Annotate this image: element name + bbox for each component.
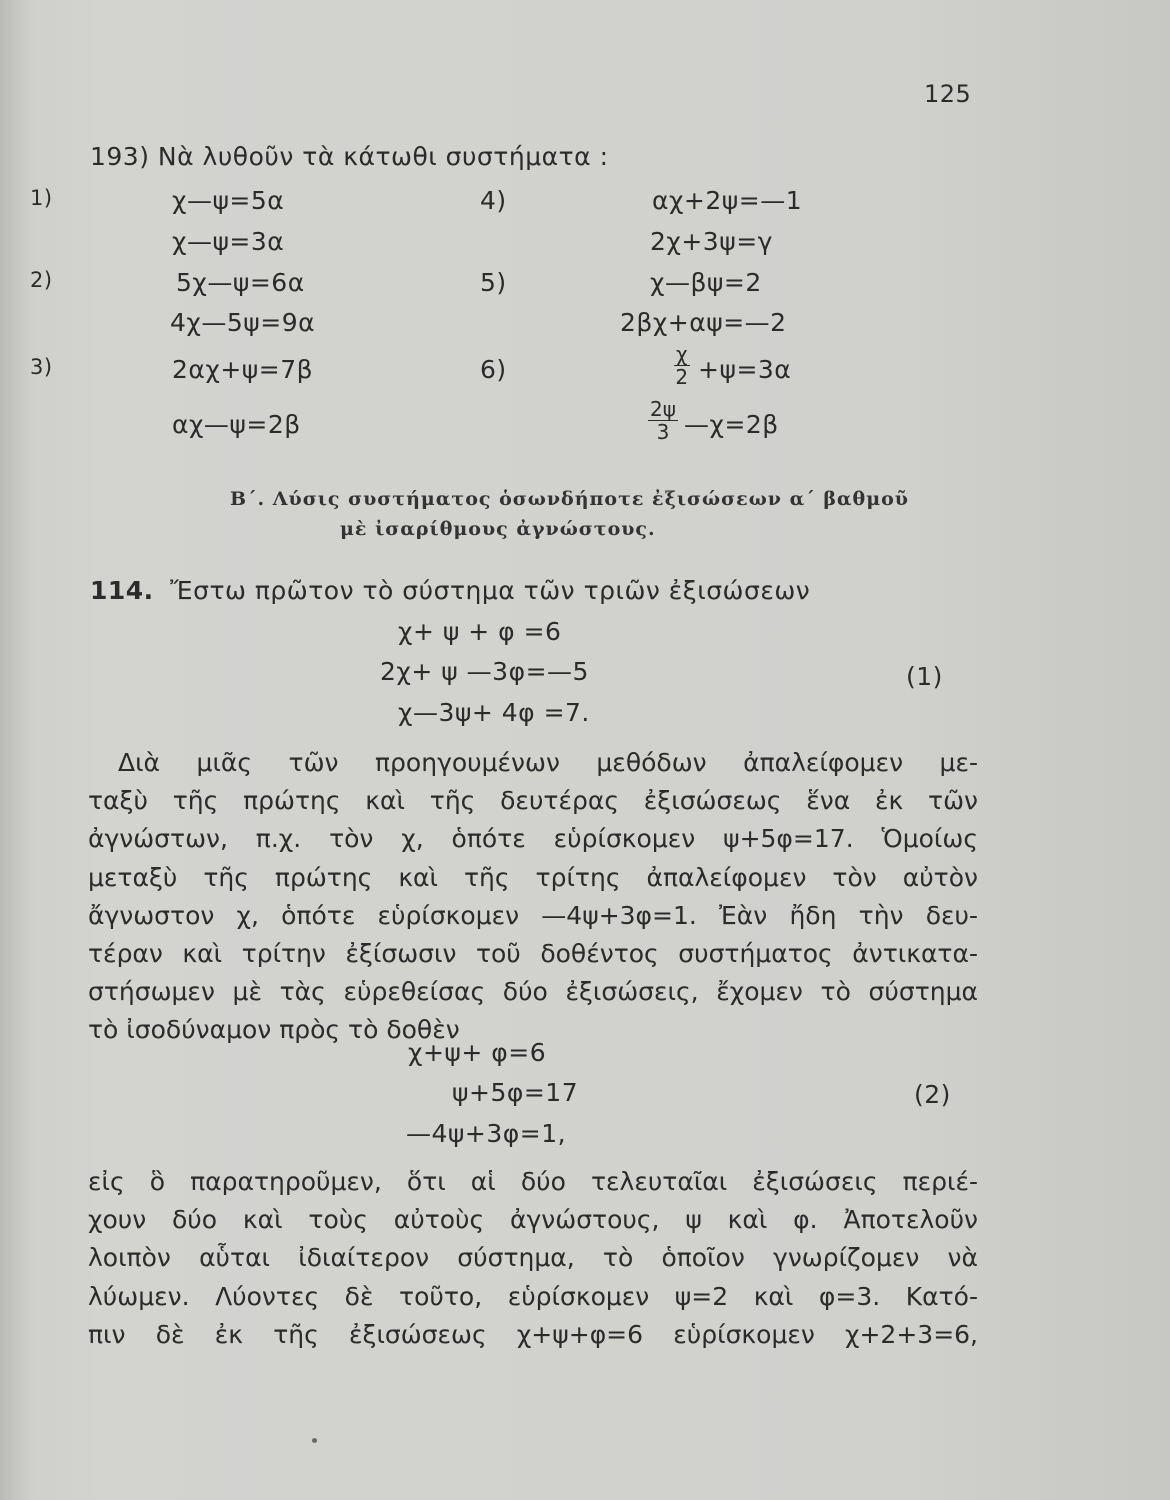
system-1-label: 1) xyxy=(30,186,53,210)
article-intro: Ἔστω πρῶτον τὸ σύστημα τῶν τριῶν ἐξισώσεων xyxy=(170,576,811,605)
fraction-numerator: 2ψ xyxy=(650,397,676,421)
text-line: λύωμεν. Λύοντες δὲ τοῦτο, εὑρίσκομεν ψ=2 καὶ φ=3. Κατό- xyxy=(88,1281,978,1311)
text-line: ἀγνώστων, π.χ. τὸν χ, ὁπότε εὑρίσκομεν ψ+5φ=17. Ὁμοίως xyxy=(88,824,978,854)
system-5-eq1: χ—βψ=2 xyxy=(650,268,762,297)
system1-eq2: 2χ+ ψ —3φ=—5 xyxy=(380,657,589,686)
paragraph-1 xyxy=(88,744,978,1050)
system-2-eq1: 5χ—ψ=6α xyxy=(176,268,305,297)
system1-eq3: χ—3ψ+ 4φ =7. xyxy=(398,698,590,727)
system-4-eq1: αχ+2ψ=—1 xyxy=(652,186,803,215)
text-line: ἄγνωστον χ, ὁπότε εὑρίσκομεν —4ψ+3φ=1. Ἐὰν ἤδη τὴν δευ- xyxy=(88,900,978,930)
system-6-eq1-fraction xyxy=(674,343,690,388)
text-line: στήσωμεν μὲ τὰς εὑρεθείσας δύο ἐξισώσεις, ἔχομεν τὸ σύστημα xyxy=(88,977,978,1007)
system-5-label: 5) xyxy=(480,268,507,297)
text-line: τέραν καὶ τρίτην ἐξίσωσιν τοῦ δοθέντος συστήματος ἀντικατα- xyxy=(88,939,978,969)
system1-eq1: χ+ ψ + φ =6 xyxy=(398,617,562,646)
system-3-label: 3) xyxy=(30,355,53,379)
text-line: τὸ ἰσοδύναμον πρὸς τὸ δοθὲν xyxy=(88,1015,460,1045)
system-2-label: 2) xyxy=(30,268,53,292)
system-1-eq1: χ—ψ=5α xyxy=(172,186,285,215)
system2-eq2: ψ+5φ=17 xyxy=(452,1078,579,1107)
text-line: πιν δὲ ἐκ τῆς ἐξισώσεως χ+ψ+φ=6 εὑρίσκομεν χ+2+3=6, xyxy=(88,1319,978,1349)
text-line: λοιπὸν αὗται ἰδιαίτερον σύστημα, τὸ ὁποῖον γνωρίζομεν νὰ xyxy=(88,1243,978,1273)
system-6-eq1-rest: +ψ=3α xyxy=(698,355,792,384)
system-3-eq1: 2αχ+ψ=7β xyxy=(172,355,314,384)
fraction-numerator: χ xyxy=(676,342,688,366)
text-line: μεταξὺ τῆς πρώτης καὶ τῆς τρίτης ἀπαλείφομεν τὸν αὐτὸν xyxy=(88,862,978,892)
page-number: 125 xyxy=(924,80,972,108)
system-2-eq2: 4χ—5ψ=9α xyxy=(170,308,316,337)
system-5-eq2: 2βχ+αψ=—2 xyxy=(620,308,787,337)
section-heading-line2: μὲ ἰσαρίθμους ἀγνώστους. xyxy=(340,518,656,540)
system-4-eq2: 2χ+3ψ=γ xyxy=(650,227,773,256)
fraction-denominator: 3 xyxy=(656,420,670,444)
text-line: χουν δύο καὶ τοὺς αὐτοὺς ἀγνώστους, ψ καὶ φ. Ἀποτελοῦν xyxy=(88,1205,978,1235)
system-1-eq2: χ—ψ=3α xyxy=(172,227,285,256)
exercise-intro: 193) Νὰ λυθοῦν τὰ κάτωθι συστήματα : xyxy=(90,142,609,171)
system-6-label: 6) xyxy=(480,355,507,384)
text-line: Διὰ μιᾶς τῶν προηγουμένων μεθόδων ἀπαλείφομεν με- xyxy=(118,748,978,777)
print-speck xyxy=(312,1438,317,1443)
system2-eq1: χ+ψ+ φ=6 xyxy=(408,1038,547,1067)
text-line: εἰς ὃ παρατηροῦμεν, ὅτι αἱ δύο τελευταῖαι ἐξισώσεις περιέ- xyxy=(88,1167,978,1196)
system-3-eq2: αχ—ψ=2β xyxy=(172,410,301,439)
text-line: ταξὺ τῆς πρώτης καὶ τῆς δευτέρας ἐξισώσεως ἕνα ἐκ τῶν xyxy=(88,786,978,816)
article-intro-line xyxy=(90,576,810,605)
fraction-denominator: 2 xyxy=(675,365,689,389)
system-6-eq2-fraction xyxy=(648,398,678,443)
system2-label: (2) xyxy=(914,1080,951,1109)
system-4-label: 4) xyxy=(480,186,507,215)
system-6-eq2-rest: —χ=2β xyxy=(684,410,779,439)
system2-eq3: —4ψ+3φ=1, xyxy=(406,1119,567,1148)
paragraph-2 xyxy=(88,1163,978,1354)
system1-label: (1) xyxy=(906,662,943,691)
section-heading-line1: Β΄. Λύσις συστήματος ὁσωνδήποτε ἐξισώσεων α΄ βαθμοῦ xyxy=(230,488,909,510)
article-number: 114. xyxy=(90,576,154,605)
